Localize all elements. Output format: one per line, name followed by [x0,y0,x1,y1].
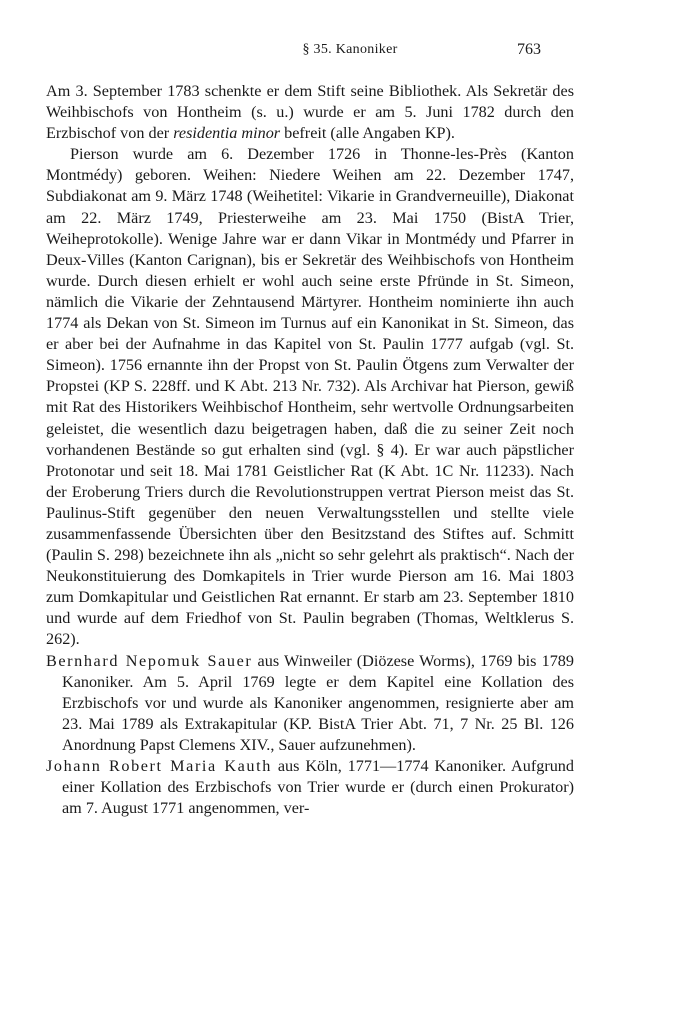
italic-term: residentia minor [173,124,281,143]
entry-sauer [46,651,574,756]
entry-name: Bernhard Nepomuk Sauer [46,651,253,670]
entry-name: Johann Robert Maria Kauth [46,757,272,775]
section-heading: § 35. Kanoniker [302,42,398,57]
entry-text: aus Köln, 1771—1774 Kanoniker. Aufgrund einer Kollation des Erzbischofs von Trier wurde er (durch einen Prokurator) am 7. August 1771 angenommen, ver- [62,757,574,818]
entry-kauth [46,756,574,819]
paragraph-pierson-biography: Pierson wurde am 6. Dezember 1726 in Thonne-les-Près (Kanton Montmédy) geboren. Weihen: Niedere Weihen am 22. Dezember 1747, Subdiakonat am 9. März 1748 (Weihetitel: Vikarie in Grandverneuille), Diakonat am 22. März 1749, Priesterweihe am 23. Mai 1750 (BistA Trier, Weiheprotokolle). Wenige Jahre war er dann Vikar in Montmédy und Pfarrer in Deux-Villes (Kanton Carignan), bis er Sekretär des Weihbischofs von Hontheim wurde. Durch diesen erhielt er wohl auch seine erste Pfründe in St. Simeon, nämlich die Vikarie der Zehntausend Märtyrer. Hontheim nominierte ihn auch 1774 als Dekan von St. Simeon im Turnus auf ein Kanonikat in St. Simeon, das er aber bei der Aufnahme in das Kapitel von St. Paulin 1777 aufgab (vgl. St. Simeon). 1756 ernannte ihn der Propst von St. Paulin Ötgens zum Verwalter der Propstei (KP S. 228ff. und K Abt. 213 Nr. 732). Als Archivar hat Pierson, gewiß mit Rat des Historikers Weihbischof Hontheim, sehr wertvolle Ordnungsarbeiten geleistet, die wesentlich dazu beigetragen haben, daß die zu seiner Zeit noch vorhandenen Bestände so gut erhalten sind (vgl. § 4). Er war auch päpstlicher Protonotar und seit 18. Mai 1781 Geistlicher Rat (K Abt. 1C Nr. 11233). Nach der Eroberung Triers durch die Revolutionstruppen vertrat Pierson meist das St. Paulinus-Stift gegenüber den neuen Verwaltungsstellen und stellte viele zusammenfassende Übersichten über den Besitzstand des Stiftes auf. Schmitt (Paulin S. 298) bezeichnete ihn als „nicht so sehr gelehrt als praktisch“. Nach der Neukonstituierung des Domkapitels in Trier wurde Pierson am 16. Mai 1803 zum Domkapitular und Geistlichen Rat ernannt. Er starb am 23. September 1810 und wurde auf dem Friedhof von St. Paulin begraben (Thomas, Weltklerus S. 262). [46,145,574,649]
entry-text: aus Winweiler (Diözese Worms), 1769 bis 1789 Kanoniker. Am 5. April 1769 legte er dem Kapitel eine Kollation des Erzbischofs vor und wurde als Kanoniker angenommen, resignierte aber am 23. Mai 1789 als Extrakapitular (KP. BistA Trier Abt. 71, 7 Nr. 25 Bl. 126 Anordnung Papst Clemens XIV., Sauer aufzunehmen). [62,651,574,754]
running-header [0,42,700,62]
body-text [46,81,574,819]
page-number: 763 [517,41,541,58]
paragraph-library-donation: Am 3. September 1783 schenkte er dem Stift seine Bibliothek. Als Sekretär des Weihbischofs von Hontheim (s. u.) wurde er am 5. Juni 1782 durch den Erzbischof von der residentia minor befreit (alle Angaben KP). [46,82,574,143]
